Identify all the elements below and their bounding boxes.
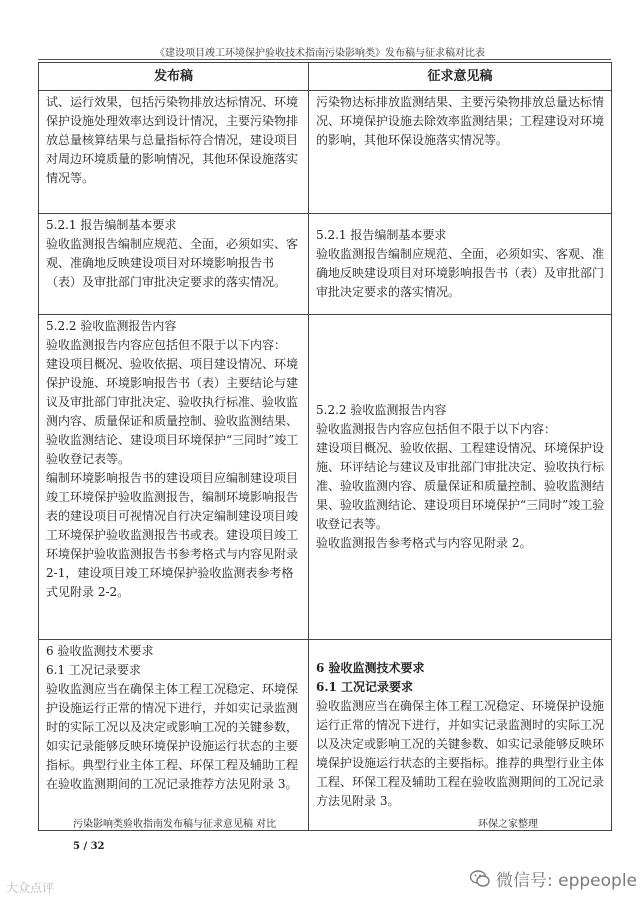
header-rule — [38, 59, 611, 60]
published-paragraph: 验收监测应当在确保主体工程工况稳定、环境保护设施运行正常的情况下进行，并如实记录监测时的实际工况以及决定或影响工况的关键参数，如实记录能够反映环境保护设施运行状态的主要指标。典型行业主体工程、环保工程及辅助工程在验收监测期间的工况记录推荐方法见附录 3。 — [46, 682, 299, 791]
comparison-table — [38, 62, 612, 831]
draft-cell — [309, 214, 612, 315]
published-paragraph: 试、运行效果，包括污染物排放达标情况、环境保护设施处理效率达到设计情况，主要污染物排放总量核算结果与总量指标符合情况，建设项目对周边环境质量的影响情况，其他环保设施落实情况等。 — [46, 95, 299, 185]
published-cell — [39, 91, 309, 214]
published-cell — [39, 640, 309, 831]
watermark-left: 大众点评 — [6, 881, 55, 895]
page-number: 5 / 32 — [73, 841, 105, 852]
draft-cell — [309, 91, 612, 214]
subsection-heading: 6.1 工况记录要求 — [46, 663, 141, 677]
table-row — [39, 91, 612, 214]
draft-paragraph: 建设项目概况、验收依据、工程建设情况、环境保护设施、环评结论与建议及审批部门审批决定、验收执行标准、验收监测内容、质量保证和质量控制、验收监测结果、验收监测结论、建设项目环境保护“三同时”竣工验收登记表等。 — [316, 441, 605, 531]
published-paragraph: 验收监测报告内容应包括但不限于以下内容： — [46, 338, 287, 352]
column-header-draft: 征求意见稿 — [309, 63, 612, 91]
draft-paragraph: 验收监测应当在确保主体工程工况稳定、环境保护设施运行正常的情况下进行，并如实记录监测时的实际工况以及决定或影响工况的关键参数、如实记录能够反映环境保护设施运行状态的主要指标。推荐的典型行业主体工程、环保工程及辅助工程在验收监测期间的工况记录方法见附录 3。 — [316, 699, 605, 808]
section-heading: 5.2.2 验收监测报告内容 — [46, 319, 177, 333]
draft-paragraph: 验收监测报告内容应包括但不限于以下内容： — [316, 422, 557, 436]
draft-paragraph: 验收监测报告编制应规范、全面，必须如实、客观、准确地反映建设项目对环境影响报告书（表）及审批部门审批决定要求的落实情况。 — [316, 247, 605, 299]
subsection-heading: 6.1 工况记录要求 — [316, 680, 414, 694]
table-row — [39, 315, 612, 640]
watermark-right — [470, 866, 637, 891]
table-row — [39, 214, 612, 315]
wechat-icon — [470, 870, 490, 888]
section-heading: 6 验收监测技术要求 — [46, 644, 154, 658]
draft-cell — [309, 315, 612, 640]
draft-paragraph: 验收监测报告参考格式与内容见附录 2。 — [316, 536, 532, 550]
footer-right-text: 环保之家整理 — [478, 819, 538, 830]
published-cell — [39, 214, 309, 315]
document-header: 《建设项目竣工环境保护验收技术指南污染影响类》发布稿与征求稿对比表 — [155, 48, 485, 59]
published-cell — [39, 315, 309, 640]
table-row — [39, 640, 612, 831]
published-paragraph: 建设项目概况、验收依据、项目建设情况、环境保护设施、环境影响报告书（表）主要结论与建议及审批部门审批决定、验收执行标准、验收监测内容、质量保证和质量控制、验收监测结果、验收监测结论、建设项目环境保护“三同时”竣工验收登记表等。 — [46, 357, 299, 466]
section-heading: 5.2.1 报告编制基本要求 — [316, 228, 447, 242]
column-header-published: 发布稿 — [39, 63, 309, 91]
table-header-row — [39, 63, 612, 91]
watermark-right-text: 微信号: eppeople — [496, 871, 638, 891]
footer-left-text: 污染影响类验收指南发布稿与征求意见稿 对比 — [73, 819, 277, 830]
draft-cell — [309, 640, 612, 831]
published-paragraph: 验收监测报告编制应规范、全面，必须如实、客观、准确地反映建设项目对环境影响报告书（表）及审批部门审批决定要求的落实情况。 — [46, 237, 299, 289]
draft-paragraph: 污染物达标排放监测结果、主要污染物排放总量达标情况、环境保护设施去除效率监测结果；工程建设对环境的影响，其他环保设施落实情况等。 — [316, 95, 605, 147]
published-paragraph: 编制环境影响报告书的建设项目应编制建设项目竣工环境保护验收监测报告，编制环境影响报告表的建设项目可视情况自行决定编制建设项目竣工环境保护验收监测报告书或表。建设项目竣工环境保护验收监测报告书参考格式与内容见附录 2-1，建设项目竣工环境保护验收监测表参考格式见附录 2-2。 — [46, 471, 299, 599]
section-heading: 5.2.2 验收监测报告内容 — [316, 403, 447, 417]
section-heading: 6 验收监测技术要求 — [316, 661, 425, 675]
section-heading: 5.2.1 报告编制基本要求 — [46, 218, 177, 232]
